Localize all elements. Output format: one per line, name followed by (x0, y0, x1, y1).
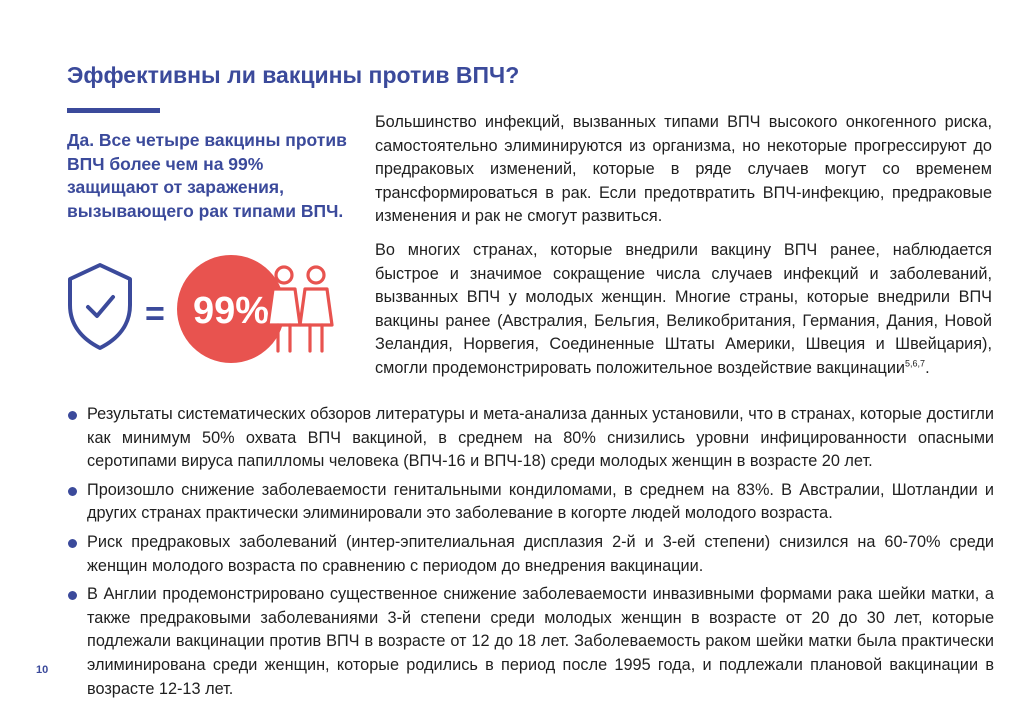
findings-list (67, 403, 994, 706)
reference-superscript: 5,6,7 (905, 358, 926, 369)
intro-paragraph-1: Большинство инфекций, вызванных типами ВПЧ высокого онкогенного риска, самостоятельно элиминируются из организма, но некоторые прогрессируют до предраковых изменений, которые в ряде случаев могут со временем трансформироваться в рак. Если предотвратить ВПЧ-инфекцию, предраковые изменения и рак не смогут развиться. (375, 113, 992, 226)
bullet-dot (68, 591, 77, 600)
shield-check-icon (70, 265, 130, 348)
bullet-dot (68, 411, 77, 420)
list-item: Риск предраковых заболеваний (интер-эпителиальная дисплазия 2-й и 3-ей степени) снизился на 60-70% среди женщин молодого возраста по сравнению с периодом до внедрения вакцинации. (67, 531, 994, 578)
list-item: Результаты систематических обзоров литературы и мета-анализа данных установили, что в странах, которые достигли как минимум 50% охвата ВПЧ вакциной, в среднем на 80% снизились уровни инфицированности опасными серотипами вируса папилломы человека (ВПЧ-16 и ВПЧ-18) среди молодых женщин в возрасте 20 лет. (67, 403, 994, 474)
list-item: В Англии продемонстрировано существенное снижение заболеваемости инвазивными формами рака шейки матки, а также предраковыми заболеваниями 3-й степени среди молодых женщин в возрасте от 20 до 30 лет, которые подлежали вакцинации против ВПЧ в возрасте от 12 до 18 лет. Заболеваемость раком шейки матки была практически элиминирована среди женщин, которые родились в период после 1995 года, и подлежали плановой вакцинации в возрасте 12-13 лет. (67, 583, 994, 701)
page-number: 10 (36, 664, 49, 676)
page-title: Эффективны ли вакцины против ВПЧ? (67, 62, 520, 88)
intro-paragraph-2: Во многих странах, которые внедрили вакцину ВПЧ ранее, наблюдается быстрое и значимое сокращение числа случаев инфекций и заболеваний, вызванных ВПЧ у молодых женщин. Многие страны, которые внедрили ВПЧ вакцины ранее (Австралия, Бельгия, Великобритания, Германия, Дания, Новой Зеландия, Норвегия, Соединенные Штаты Америки, Швеция и Швейцария), смогли продемонстрировать положительное воздействие вакцинации$^{5,6,7}$. (375, 240, 992, 377)
bullet-dot (68, 487, 77, 496)
equals-sign: = (145, 295, 165, 333)
girl-pair-icon (268, 267, 332, 351)
lead-answer: Да. Все четыре вакцины против ВПЧ более чем на 99% защищают от заражения, вызывающего рак типами ВПЧ. (67, 130, 347, 221)
intro-text (375, 111, 992, 391)
list-item: Произошло снижение заболеваемости генитальными кондиломами, в среднем на 83%. В Австралии, Шотландии и других странах практически элиминировали это заболевание в когорте людей молодого возраста. (67, 479, 994, 526)
bullet-dot (68, 539, 77, 548)
title-underline (67, 108, 160, 113)
efficacy-graphic (66, 253, 336, 363)
percent-value: 99% (192, 290, 270, 332)
